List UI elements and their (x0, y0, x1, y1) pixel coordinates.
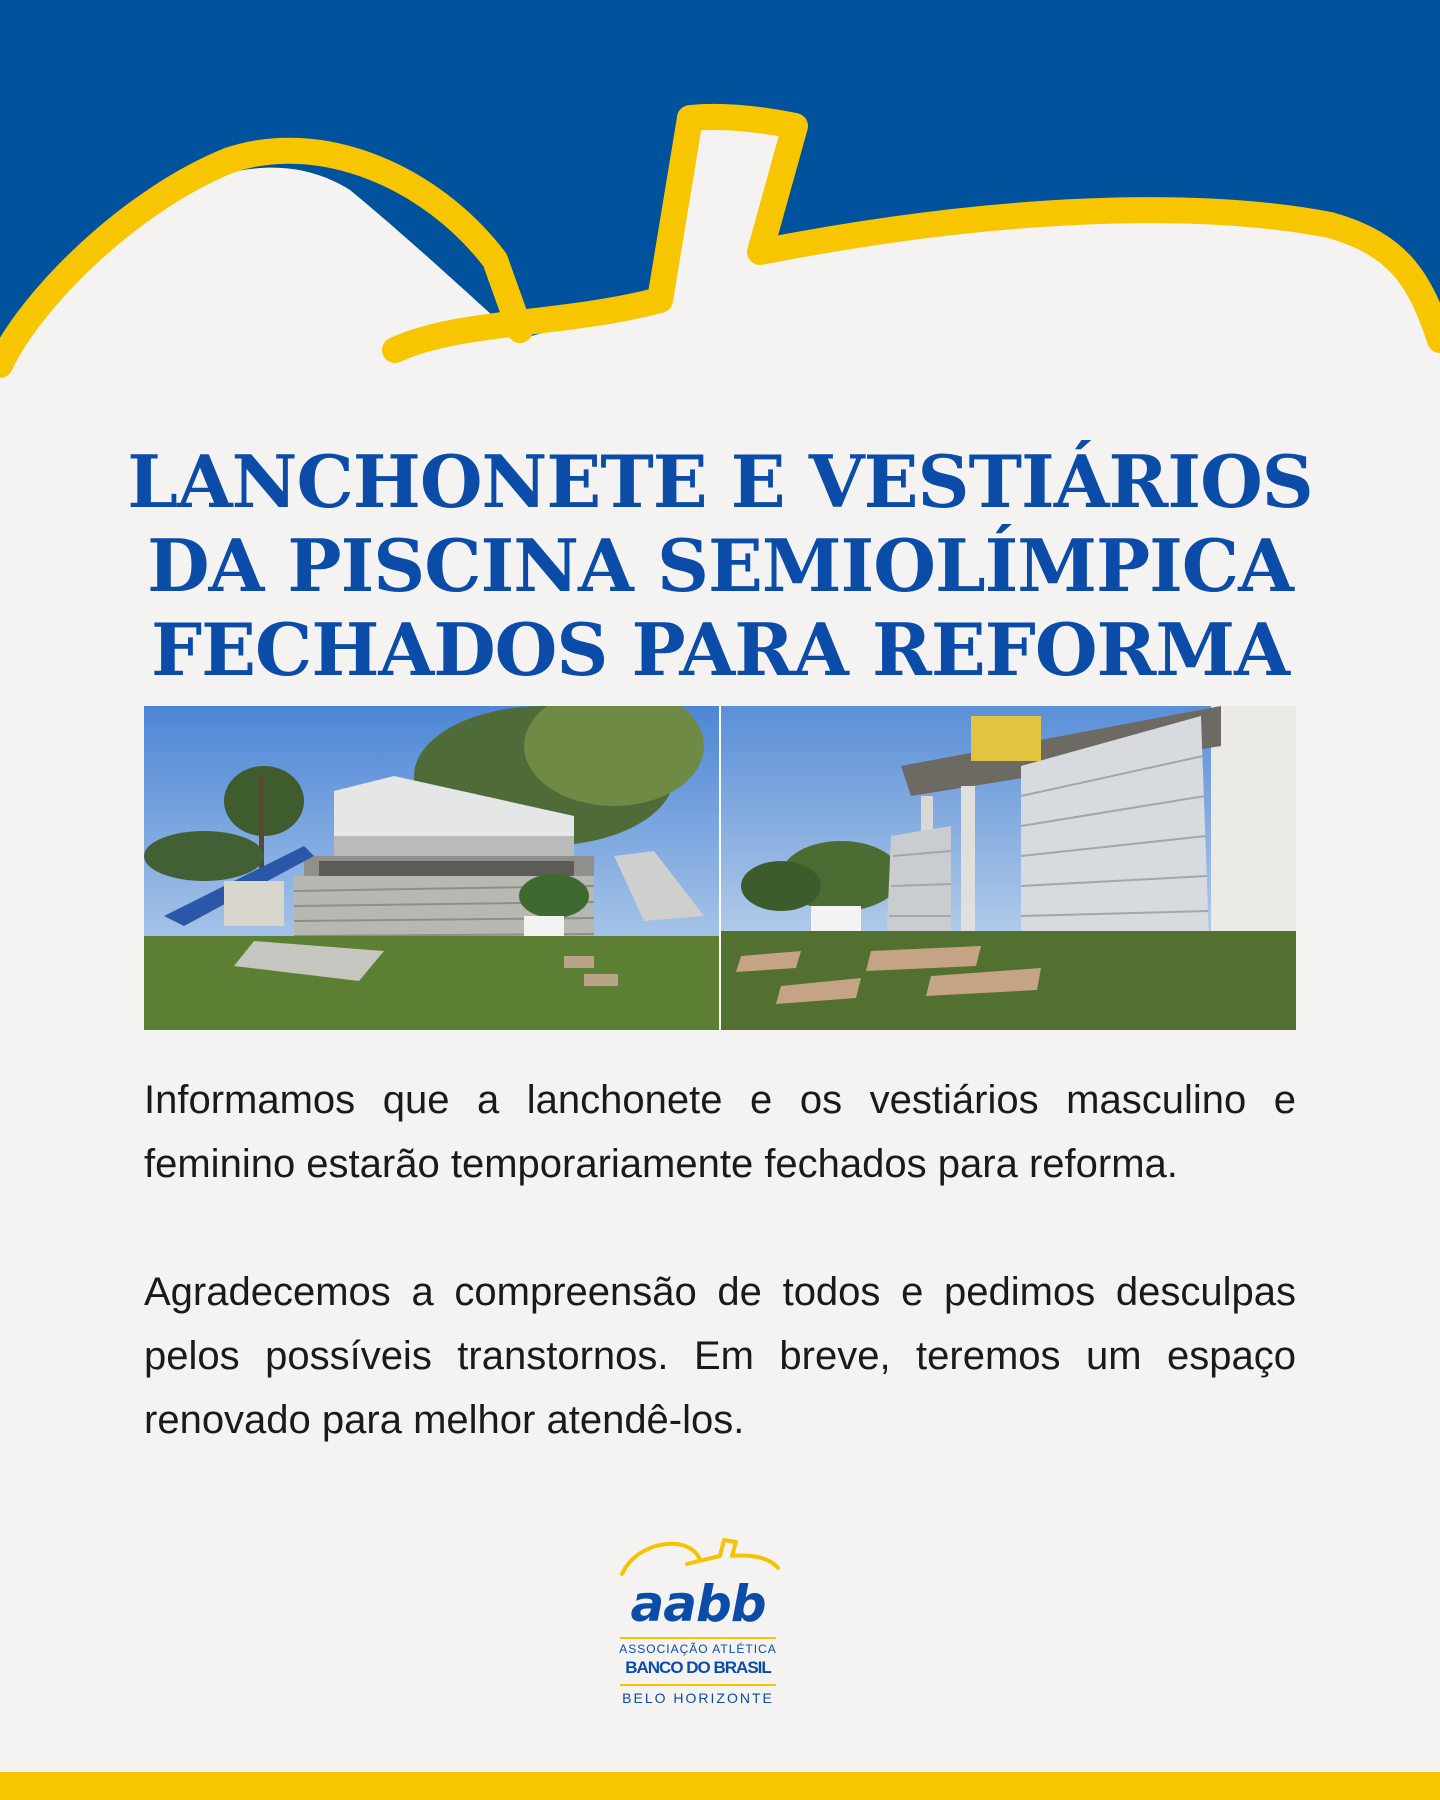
paragraph-closure-notice: Informamos que a lanchonete e os vestiários masculino e feminino estarão temporariamente fechados para reforma. (144, 1078, 1296, 1186)
logo-divider (620, 1637, 776, 1639)
photo-strip (144, 706, 1296, 1030)
aabb-logo (612, 1534, 784, 1714)
title-line-1: LANCHONETE E VESTIÁRIOS (127, 439, 1313, 524)
logo-association-text: ASSOCIAÇÃO ATLÉTICA (619, 1642, 777, 1656)
title-line-2: DA PISCINA SEMIOLÍMPICA (147, 523, 1293, 608)
paragraph-apology: Agradecemos a compreensão de todos e pedimos desculpas pelos possíveis transtornos. Em breve, teremos um espaço renovado para melhor atendê-los. (144, 1270, 1296, 1442)
logo-bank-text: BANCO DO BRASIL (625, 1658, 771, 1677)
footer-yellow-bar (0, 1772, 1440, 1800)
page-title (100, 440, 1340, 692)
title-line-3: FECHADOS PARA REFORMA (151, 607, 1289, 692)
logo-divider (620, 1684, 776, 1686)
header-wave-graphic (0, 0, 1440, 440)
announcement-text (144, 1068, 1296, 1516)
logo-wordmark: aabb (630, 1575, 766, 1633)
photo-locker-room-panels (721, 706, 1296, 1030)
logo-city-text: BELO HORIZONTE (622, 1690, 774, 1706)
photo-building-exterior (144, 706, 719, 1030)
